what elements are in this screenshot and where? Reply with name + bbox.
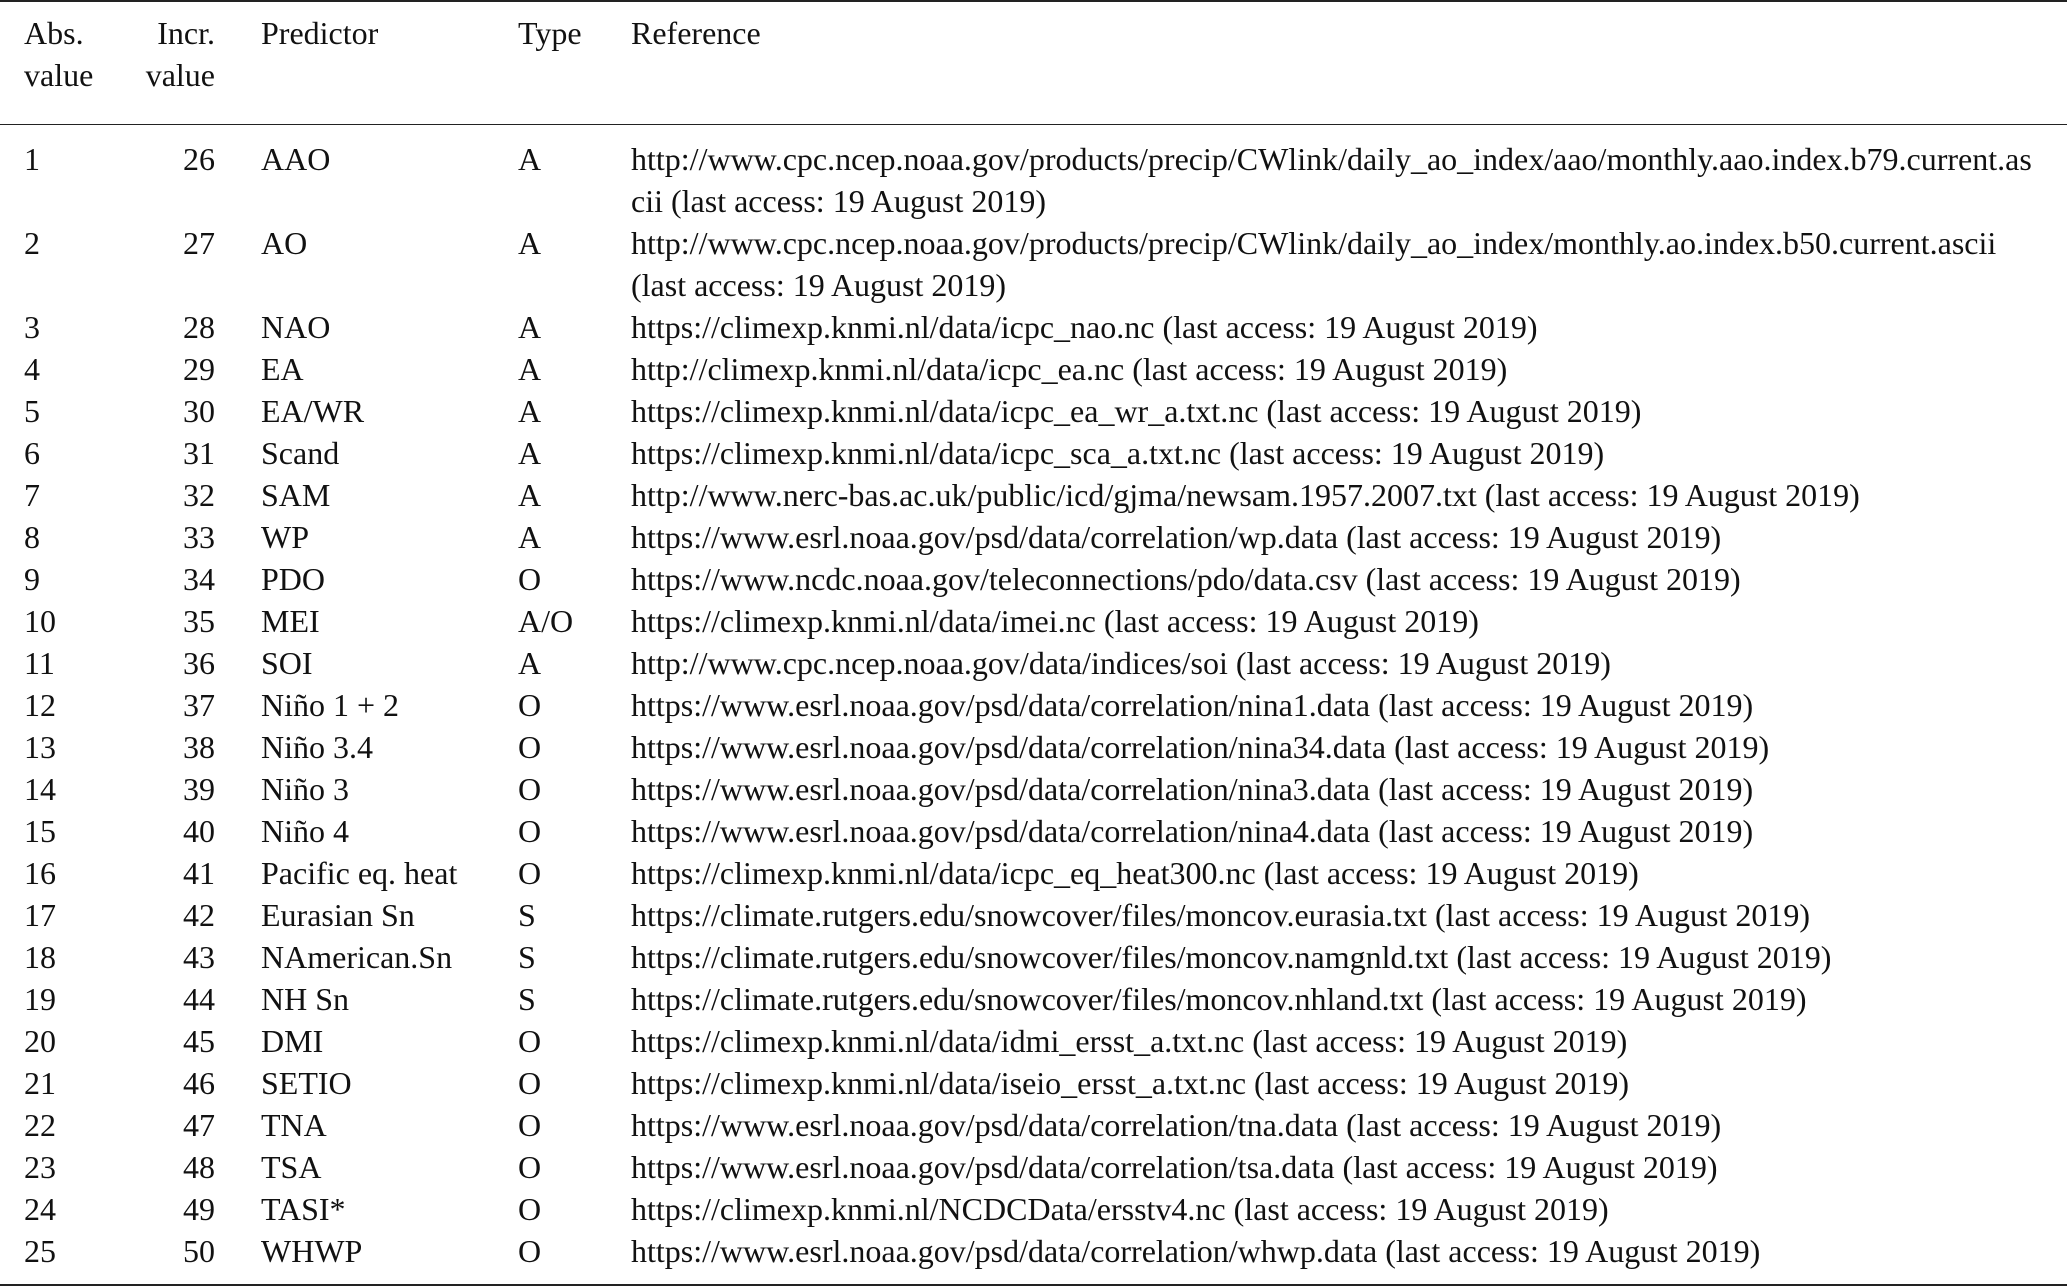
table-row: [0, 726, 2067, 768]
table-row: [0, 125, 2067, 223]
predictor-cell: DMI: [261, 1023, 324, 1059]
incr-value-cell: 39: [183, 771, 215, 807]
type-cell: O: [518, 1065, 542, 1101]
abs-value-cell: 21: [24, 1065, 56, 1101]
table-row: [0, 768, 2067, 810]
header-abs-value: [0, 1, 118, 125]
type-cell: O: [518, 1230, 631, 1285]
abs-value-cell: 2: [24, 225, 40, 261]
reference-cell: https://climexp.knmi.nl/data/icpc_ea_wr_a.txt.nc (last access: 19 August 2019): [631, 393, 1642, 429]
header-abs-line1: Abs.: [24, 15, 84, 51]
abs-value-cell: 25: [0, 1230, 118, 1285]
reference-cell: https://www.esrl.noaa.gov/psd/data/correlation/nina4.data (last access: 19 August 2019): [631, 813, 1754, 849]
header-incr-line2: value: [145, 57, 215, 93]
table-row: [0, 348, 2067, 390]
abs-value-cell: 16: [24, 855, 56, 891]
incr-value-cell: 49: [183, 1191, 215, 1227]
reference-cell: https://climate.rutgers.edu/snowcover/files/moncov.nhland.txt (last access: 19 August 2019): [631, 981, 1807, 1017]
table-row: [0, 516, 2067, 558]
abs-value-cell: 20: [24, 1023, 56, 1059]
predictor-cell: SETIO: [261, 1065, 352, 1101]
header-reference: Reference: [631, 1, 2067, 125]
incr-value-cell: 33: [183, 519, 215, 555]
type-cell: O: [518, 771, 542, 807]
abs-value-cell: 13: [24, 729, 56, 765]
predictor-cell: EA/WR: [261, 393, 365, 429]
incr-value-cell: 28: [183, 309, 215, 345]
incr-value-cell: 44: [183, 981, 215, 1017]
abs-value-cell: 8: [24, 519, 40, 555]
incr-value-cell: 45: [183, 1023, 215, 1059]
predictor-cell: Niño 1 + 2: [261, 687, 400, 723]
type-cell: A: [518, 351, 542, 387]
reference-cell: https://climexp.knmi.nl/data/imei.nc (last access: 19 August 2019): [631, 603, 1479, 639]
reference-cell: https://www.ncdc.noaa.gov/teleconnections/pdo/data.csv (last access: 19 August 2019): [631, 561, 1741, 597]
table-row: [0, 1230, 2067, 1285]
abs-value-cell: 10: [24, 603, 56, 639]
predictor-cell: NAO: [261, 309, 331, 345]
predictor-cell: Niño 3: [261, 771, 349, 807]
incr-value-cell: 37: [183, 687, 215, 723]
abs-value-cell: 7: [24, 477, 40, 513]
header-incr-line1: Incr.: [157, 15, 215, 51]
predictor-cell: Pacific eq. heat: [261, 855, 458, 891]
type-cell: A: [518, 477, 542, 513]
type-cell: O: [518, 687, 542, 723]
reference-cell: https://climate.rutgers.edu/snowcover/files/moncov.namgnld.txt (last access: 19 August 2019): [631, 939, 1832, 975]
table-row: [0, 600, 2067, 642]
type-cell: O: [518, 1023, 542, 1059]
predictor-cell: AAO: [261, 141, 331, 177]
type-cell: A/O: [518, 603, 574, 639]
predictor-cell: WHWP: [261, 1230, 518, 1285]
abs-value-cell: 6: [24, 435, 40, 471]
reference-cell: https://www.esrl.noaa.gov/psd/data/correlation/tsa.data (last access: 19 August 2019): [631, 1149, 1718, 1185]
abs-value-cell: 23: [24, 1149, 56, 1185]
reference-cell: http://climexp.knmi.nl/data/icpc_ea.nc (last access: 19 August 2019): [631, 351, 1508, 387]
table-header: [0, 1, 2067, 125]
abs-value-cell: 1: [24, 141, 40, 177]
abs-value-cell: 22: [24, 1107, 56, 1143]
predictor-cell: PDO: [261, 561, 326, 597]
incr-value-cell: 43: [183, 939, 215, 975]
type-cell: S: [518, 939, 536, 975]
type-cell: S: [518, 897, 536, 933]
abs-value-cell: 4: [24, 351, 40, 387]
incr-value-cell: 47: [183, 1107, 215, 1143]
header-abs-line2: value: [24, 57, 94, 93]
type-cell: O: [518, 813, 542, 849]
table-row: [0, 390, 2067, 432]
abs-value-cell: 19: [24, 981, 56, 1017]
table-row: [0, 810, 2067, 852]
header-predictor: Predictor: [261, 1, 518, 125]
incr-value-cell: 29: [183, 351, 215, 387]
predictor-cell: AO: [261, 225, 308, 261]
predictor-cell: TSA: [261, 1149, 322, 1185]
reference-cell: https://climexp.knmi.nl/data/iseio_ersst_a.txt.nc (last access: 19 August 2019): [631, 1065, 1630, 1101]
predictor-cell: Niño 4: [261, 813, 349, 849]
predictor-cell: WP: [261, 519, 309, 555]
table-row: [0, 978, 2067, 1020]
incr-value-cell: 42: [183, 897, 215, 933]
table-row: [0, 474, 2067, 516]
reference-cell: https://www.esrl.noaa.gov/psd/data/correlation/nina34.data (last access: 19 August 2019): [631, 729, 1770, 765]
reference-cell: http://www.cpc.ncep.noaa.gov/data/indices/soi (last access: 19 August 2019): [631, 645, 1611, 681]
predictor-cell: SOI: [261, 645, 313, 681]
type-cell: O: [518, 855, 542, 891]
type-cell: O: [518, 561, 542, 597]
reference-cell: https://www.esrl.noaa.gov/psd/data/correlation/whwp.data (last access: 19 August 2019): [631, 1230, 2067, 1285]
incr-value-cell: 32: [183, 477, 215, 513]
incr-value-cell: 34: [183, 561, 215, 597]
table-row: [0, 1062, 2067, 1104]
reference-cell: https://climate.rutgers.edu/snowcover/files/moncov.eurasia.txt (last access: 19 August 2019): [631, 897, 1810, 933]
type-cell: A: [518, 309, 542, 345]
table-row: [0, 642, 2067, 684]
incr-value-cell: 36: [183, 645, 215, 681]
predictor-cell: NAmerican.Sn: [261, 939, 453, 975]
type-cell: O: [518, 1107, 542, 1143]
predictor-cell: TNA: [261, 1107, 327, 1143]
incr-value-cell: 50: [118, 1230, 261, 1285]
table-row: [0, 1146, 2067, 1188]
incr-value-cell: 40: [183, 813, 215, 849]
incr-value-cell: 26: [183, 141, 215, 177]
reference-cell: https://www.esrl.noaa.gov/psd/data/correlation/nina1.data (last access: 19 August 2019): [631, 687, 1754, 723]
table-row: [0, 1104, 2067, 1146]
abs-value-cell: 3: [24, 309, 40, 345]
reference-cell: http://www.nerc-bas.ac.uk/public/icd/gjma/newsam.1957.2007.txt (last access: 19 August 2019): [631, 477, 1860, 513]
incr-value-cell: 35: [183, 603, 215, 639]
type-cell: A: [518, 141, 542, 177]
incr-value-cell: 41: [183, 855, 215, 891]
reference-cell: https://www.esrl.noaa.gov/psd/data/correlation/nina3.data (last access: 19 August 2019): [631, 771, 1754, 807]
table-row: [0, 1188, 2067, 1230]
reference-cell: https://climexp.knmi.nl/data/icpc_sca_a.txt.nc (last access: 19 August 2019): [631, 435, 1605, 471]
reference-cell: http://www.cpc.ncep.noaa.gov/products/precip/CWlink/daily_ao_index/monthly.ao.index.b50.current.ascii (last access: 19 August 2019): [631, 225, 1997, 303]
table-body: [0, 125, 2067, 1286]
table-row: [0, 852, 2067, 894]
reference-cell: https://climexp.knmi.nl/NCDCData/ersstv4.nc (last access: 19 August 2019): [631, 1191, 1609, 1227]
table-row: [0, 432, 2067, 474]
abs-value-cell: 11: [24, 645, 55, 681]
predictor-cell: Eurasian Sn: [261, 897, 415, 933]
table-row: [0, 222, 2067, 306]
abs-value-cell: 9: [24, 561, 40, 597]
incr-value-cell: 38: [183, 729, 215, 765]
abs-value-cell: 5: [24, 393, 40, 429]
abs-value-cell: 17: [24, 897, 56, 933]
header-row: [0, 1, 2067, 125]
type-cell: A: [518, 519, 542, 555]
type-cell: O: [518, 1149, 542, 1185]
predictor-cell: Scand: [261, 435, 340, 471]
predictor-cell: MEI: [261, 603, 320, 639]
incr-value-cell: 30: [183, 393, 215, 429]
table-row: [0, 894, 2067, 936]
reference-cell: http://www.cpc.ncep.noaa.gov/products/precip/CWlink/daily_ao_index/aao/monthly.aao.index.b79.current.ascii (last access: 19 August 2019): [631, 141, 2032, 219]
table-row: [0, 558, 2067, 600]
reference-cell: https://www.esrl.noaa.gov/psd/data/correlation/wp.data (last access: 19 August 2019): [631, 519, 1722, 555]
reference-cell: https://climexp.knmi.nl/data/idmi_ersst_a.txt.nc (last access: 19 August 2019): [631, 1023, 1628, 1059]
type-cell: O: [518, 729, 542, 765]
type-cell: O: [518, 1191, 542, 1227]
reference-cell: https://www.esrl.noaa.gov/psd/data/correlation/tna.data (last access: 19 August 2019): [631, 1107, 1722, 1143]
table-row: [0, 1020, 2067, 1062]
predictor-cell: Niño 3.4: [261, 729, 373, 765]
abs-value-cell: 14: [24, 771, 56, 807]
predictor-cell: TASI*: [261, 1191, 346, 1227]
reference-cell: https://climexp.knmi.nl/data/icpc_nao.nc (last access: 19 August 2019): [631, 309, 1538, 345]
type-cell: A: [518, 435, 542, 471]
predictor-cell: NH Sn: [261, 981, 350, 1017]
abs-value-cell: 12: [24, 687, 56, 723]
type-cell: A: [518, 225, 542, 261]
type-cell: A: [518, 393, 542, 429]
type-cell: A: [518, 645, 542, 681]
reference-cell: https://climexp.knmi.nl/data/icpc_eq_heat300.nc (last access: 19 August 2019): [631, 855, 1639, 891]
header-type: Type: [518, 1, 631, 125]
incr-value-cell: 31: [183, 435, 215, 471]
table-row: [0, 306, 2067, 348]
type-cell: S: [518, 981, 536, 1017]
incr-value-cell: 27: [183, 225, 215, 261]
abs-value-cell: 24: [24, 1191, 56, 1227]
abs-value-cell: 18: [24, 939, 56, 975]
table-row: [0, 936, 2067, 978]
incr-value-cell: 46: [183, 1065, 215, 1101]
incr-value-cell: 48: [183, 1149, 215, 1185]
table-row: [0, 684, 2067, 726]
header-incr-value: [118, 1, 261, 125]
predictor-cell: EA: [261, 351, 304, 387]
abs-value-cell: 15: [24, 813, 56, 849]
predictor-cell: SAM: [261, 477, 331, 513]
